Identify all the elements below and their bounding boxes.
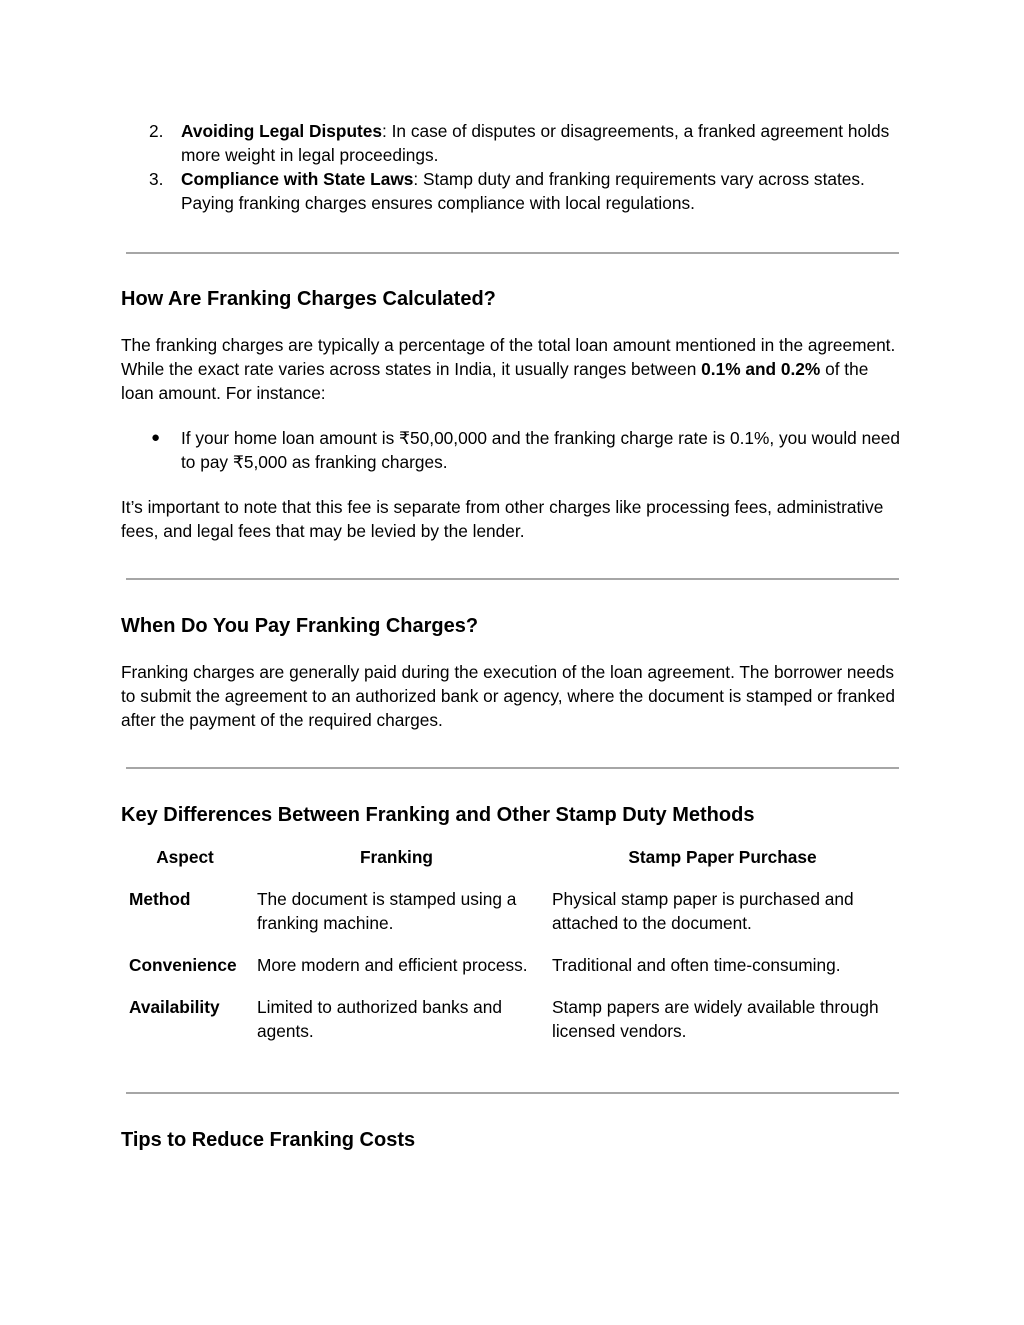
- comparison-table: [121, 845, 901, 1061]
- section-heading-tips: Tips to Reduce Franking Costs: [121, 1129, 416, 1151]
- list-item-title: Compliance with State Laws: [181, 169, 414, 189]
- section-divider: [126, 767, 899, 769]
- table-row: [121, 953, 901, 995]
- table-row: [121, 995, 901, 1061]
- aspect-cell: Convenience: [129, 955, 237, 975]
- stamp-paper-cell: Traditional and often time-consuming.: [552, 955, 841, 975]
- bullet-text: If your home loan amount is ₹50,00,000 and the franking charge rate is 0.1%, you would need to pay ₹5,000 as franking charges.: [181, 428, 901, 472]
- list-item-text: : Stamp duty and franking requirements vary across states. Paying franking charges ensures compliance with local regulations.: [181, 169, 865, 213]
- numbered-list: [121, 119, 901, 215]
- calculation-text-end: of the loan amount. For instance:: [121, 359, 869, 403]
- list-item-title: Avoiding Legal Disputes: [181, 121, 382, 141]
- table-row: [121, 887, 901, 953]
- list-number: 3.: [149, 169, 164, 189]
- franking-cell: The document is stamped using a franking machine.: [257, 889, 517, 933]
- list-item-text: : In case of disputes or disagreements, a franked agreement holds more weight in legal proceedings.: [181, 121, 890, 165]
- aspect-cell: Availability: [129, 997, 220, 1017]
- section-heading-when: When Do You Pay Franking Charges?: [121, 615, 479, 637]
- bullet-item: [121, 426, 901, 474]
- list-item: [121, 119, 901, 167]
- section-heading-calculation: How Are Franking Charges Calculated?: [121, 288, 496, 310]
- fee-note-paragraph: It’s important to note that this fee is separate from other charges like processing fees, administrative fees, and legal fees that may be levied by the lender.: [121, 497, 884, 541]
- column-header-aspect: Aspect: [156, 847, 214, 867]
- rate-range: 0.1% and 0.2%: [701, 359, 821, 379]
- when-paragraph: Franking charges are generally paid during the execution of the loan agreement. The borrower needs to submit the agreement to an authorized bank or agency, where the document is stamped or franked after the payment of the required charges.: [121, 662, 895, 730]
- stamp-paper-cell: Stamp papers are widely available through licensed vendors.: [552, 997, 879, 1041]
- list-number: 2.: [149, 121, 164, 141]
- franking-cell: More modern and efficient process.: [257, 955, 528, 975]
- stamp-paper-cell: Physical stamp paper is purchased and attached to the document.: [552, 889, 854, 933]
- list-item: [121, 167, 901, 215]
- section-divider: [126, 578, 899, 580]
- section-divider: [126, 1092, 899, 1094]
- column-header-franking: Franking: [360, 847, 433, 867]
- calculation-paragraph: [121, 333, 901, 405]
- bullet-icon: ●: [151, 429, 161, 446]
- section-divider: [126, 252, 899, 254]
- section-heading-differences: Key Differences Between Franking and Other Stamp Duty Methods: [121, 804, 755, 826]
- aspect-cell: Method: [129, 889, 191, 909]
- franking-cell: Limited to authorized banks and agents.: [257, 997, 502, 1041]
- table-header-row: [121, 845, 901, 887]
- calculation-text: The franking charges are typically a percentage of the total loan amount mentioned in the agreement. While the exact rate varies across states in India, it usually ranges between: [121, 335, 896, 379]
- column-header-stamp-paper: Stamp Paper Purchase: [628, 847, 817, 867]
